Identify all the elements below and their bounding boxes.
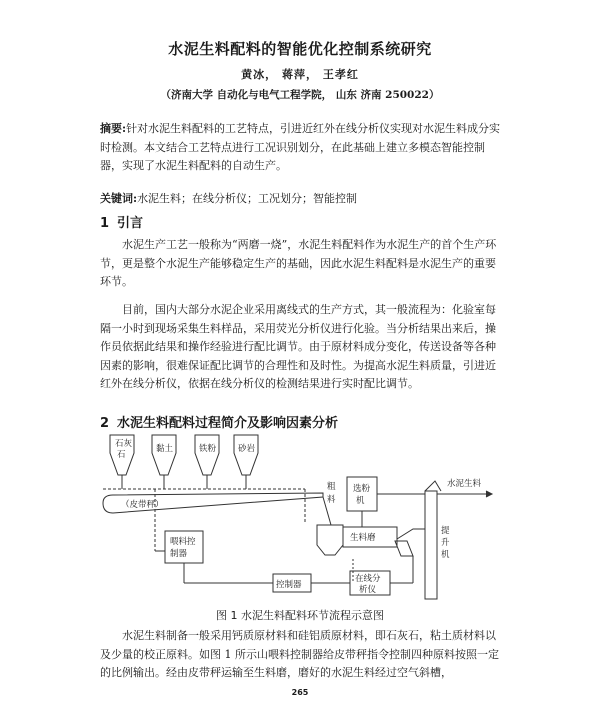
analyzer-label-b: 析仪 [359, 585, 377, 595]
feed-controller-label-b: 制器 [170, 549, 188, 559]
process-flow-diagram [95, 431, 505, 607]
hopper-4-shape [234, 435, 258, 475]
hopper-2-shape [152, 435, 176, 475]
hopper-3-shape [195, 435, 219, 475]
keywords-text: 水泥生料；在线分析仪；工况划分；智能控制 [137, 192, 358, 205]
section-2-heading [100, 412, 338, 431]
analyzer-label-a: 在线分 [355, 574, 381, 584]
hopper-1-label-a: 石灰 [115, 439, 133, 449]
paper-affiliation: （济南大学 自动化与电气工程学院， 山东 济南 250022） [160, 89, 440, 101]
intro-paragraph-2: 目前，国内大部分水泥企业采用离线式的生产方式，其一般流程为：化验室每隔一小时到现场采集生料样品，采用荧光分析仪进行化验。当分析结果出来后，操作员依据此结果和操作经验进行配比调节。由于原材料成分变化，传送设备等各种因素的影响，很难保证配比调节的合理性和及时性。为提高水泥生料质量，引进近红外在线分析仪，依据在线分析仪的检测结果进行实时配比调节。 [100, 303, 496, 390]
separator-label-a: 选粉 [353, 484, 371, 494]
hopper-3-label: 铁粉 [199, 444, 217, 454]
belt-scale-label: （皮带秤） [121, 500, 164, 510]
raw-mill-shape [317, 525, 343, 555]
hopper-1-label-b: 石 [117, 450, 126, 460]
abstract-label: 摘要: [100, 122, 127, 135]
hopper-4-label: 砂岩 [238, 444, 256, 454]
intro-paragraph-1: 水泥生产工艺一般称为“两磨一烧”，水泥生料配料作为水泥生产的首个生产环节，更是整个水泥生产能够稳定生产的基础，因此水泥生料配料是水泥生产的重要环节。 [100, 238, 497, 288]
elevator-label-a: 提 [441, 526, 450, 536]
output-label: 水泥生料 [447, 479, 482, 489]
elevator-label-b: 升 [441, 538, 450, 548]
section-1-title: 引言 [117, 216, 144, 231]
section-1-heading [100, 212, 143, 231]
elevator-shape [395, 541, 413, 556]
section-2-title: 水泥生料配料过程简介及影响因素分析 [117, 416, 339, 431]
feed-controller-label-a: 喂料控 [170, 537, 196, 547]
abstract [100, 120, 502, 176]
raw-mill-label: 生料磨 [350, 533, 376, 543]
coarse-label-b: 料 [327, 495, 336, 505]
section-2-number: 2 [100, 416, 110, 431]
keywords [100, 190, 502, 209]
page-number: 265 [291, 688, 309, 697]
separator-label-b: 机 [356, 496, 365, 506]
elevator-label-c: 机 [441, 550, 450, 560]
figure-caption: 图 1 水泥生料配料环节流程示意图 [216, 609, 384, 622]
section-1-number: 1 [100, 216, 110, 231]
paper-authors: 黄冰， 蒋萍， 王孝红 [241, 68, 359, 81]
coarse-label-a: 粗 [327, 482, 336, 492]
keywords-label: 关键词: [100, 192, 138, 205]
controller-label: 控制器 [276, 580, 302, 590]
body-paragraph-1: 水泥生料制备一般采用钙质原材料和硅铝质原材料，即石灰石，粘土质材料以及少量的校正原料。如图 1 所示山喂料控制器给皮带秤指令控制四种原料按照一定的比例输出。经由皮带秤运输至生料磨，磨好的水泥生料经过空气斜槽， [100, 629, 499, 679]
paper-title: 水泥生料配料的智能优化控制系统研究 [168, 40, 432, 58]
hopper-2-label: 黏土 [156, 444, 174, 454]
abstract-text: 针对水泥生料配料的工艺特点，引进近红外在线分析仪实现对水泥生料成分实时检测。本文结合工艺特点进行工况识别划分，在此基础上建立多模态智能控制器，实现了水泥生料配料的自动生产。 [100, 122, 501, 172]
